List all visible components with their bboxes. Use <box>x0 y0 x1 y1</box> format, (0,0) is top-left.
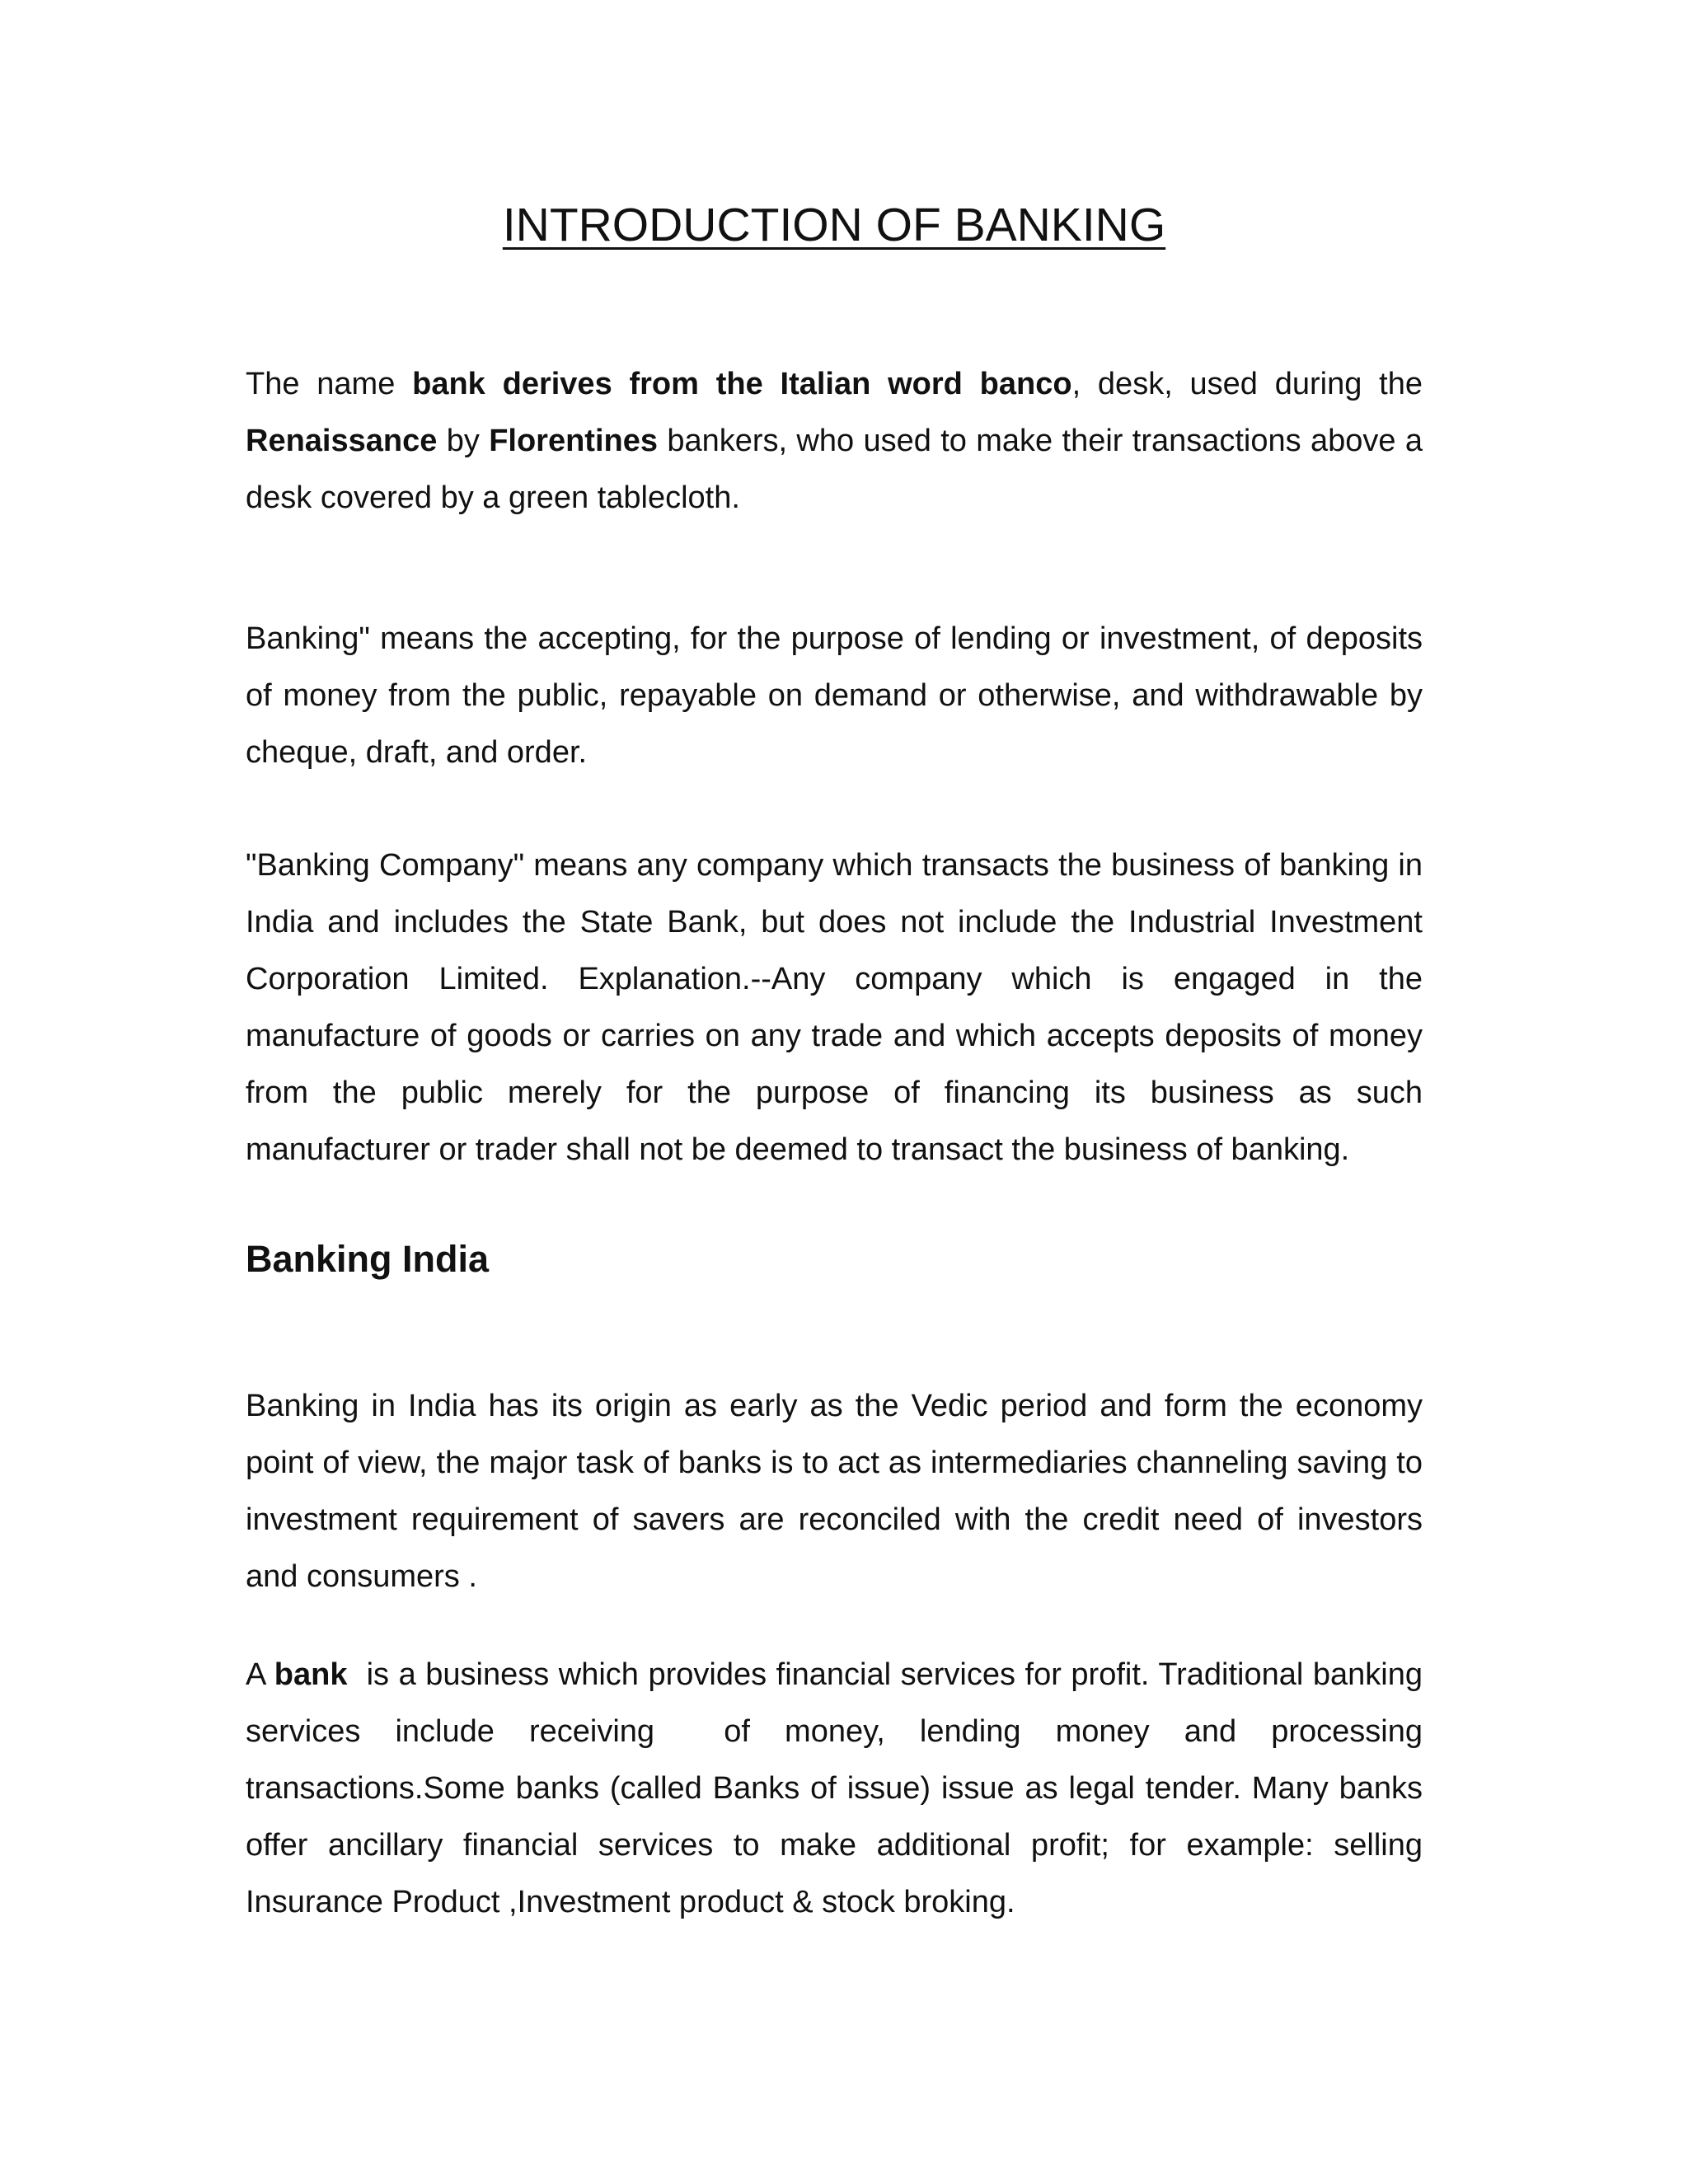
p1-text-2: , desk, used during the <box>1071 367 1423 401</box>
paragraph-banking-company: "Banking Company" means any company which transacts the business of banking in India and includes the State Bank, but does not include the Industrial Investment Corporation Limited. Explanation.--Any company which is engaged in the manufacture of goods or carries on any trade and which accepts deposits of money from the public merely for the purpose of financing its business as such manufacturer or trader shall not be deemed to transact the business of banking. <box>246 848 1423 1167</box>
p1-bold-2: Renaissance <box>246 424 438 458</box>
section-heading-banking-india: Banking India <box>246 1238 490 1280</box>
p1-text-3: by <box>437 424 490 458</box>
paragraph-bank-etymology <box>246 356 1423 527</box>
paragraph-banking-definition: Banking" means the accepting, for the purpose of lending or investment, of deposits of money from the public, repayable on demand or otherwise, and withdrawable by cheque, draft, and order. <box>246 621 1423 770</box>
paragraph-banking-india-origin: Banking in India has its origin as early as the Vedic period and form the economy point of view, the major task of banks is to act as intermediaries channeling saving to investment requirement of savers are reconciled with the credit need of investors and consumers . <box>246 1389 1423 1594</box>
p5-text-2: is a business which provides financial services for profit. Traditional banking services include receiving of money, lending money and processing transactions.Some banks (called Banks of issue) issue as legal tender. Many banks offer ancillary financial services to make additional profit; for example: selling Insurance Product ,Investment product & stock broking. <box>246 1657 1432 1919</box>
p5-bold-1: bank <box>274 1657 348 1692</box>
paragraph-bank-services <box>246 1647 1432 1931</box>
p5-text-1: A <box>246 1657 274 1692</box>
p1-text-1: The name <box>246 367 413 401</box>
p1-bold-3: Florentines <box>489 424 658 458</box>
p1-bold-1: bank derives from the Italian word banco <box>412 367 1072 401</box>
p1-text-4: bankers, who used to make their transactions above a desk covered by a green tablecloth. <box>246 424 1423 515</box>
page-title-text: INTRODUCTION OF BANKING <box>502 199 1166 251</box>
page-title <box>0 196 1668 254</box>
